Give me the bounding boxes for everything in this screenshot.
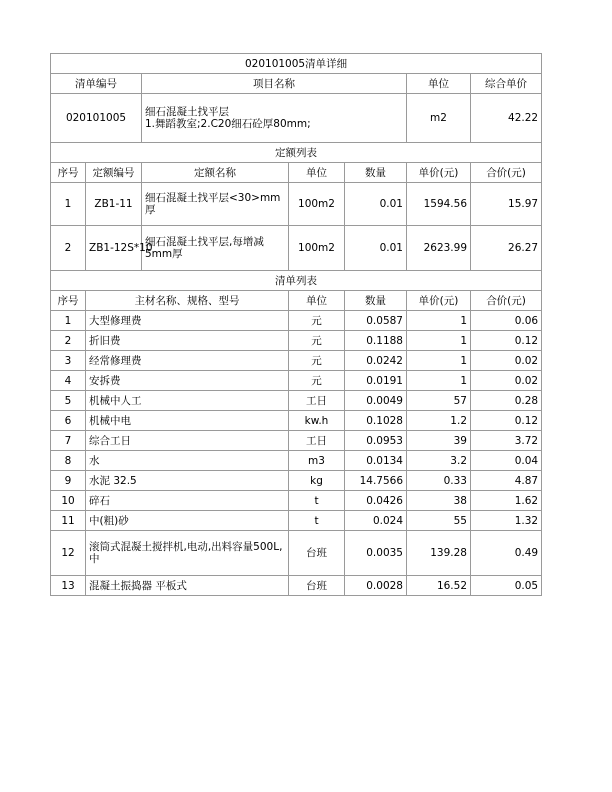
material-qty: 0.1028 bbox=[345, 411, 407, 431]
material-name: 安拆费 bbox=[86, 371, 289, 391]
material-unit-price: 0.33 bbox=[407, 471, 471, 491]
material-seq: 7 bbox=[51, 431, 86, 451]
material-row bbox=[51, 411, 542, 431]
material-seq: 4 bbox=[51, 371, 86, 391]
quota-total: 15.97 bbox=[471, 183, 542, 226]
material-unit: 台班 bbox=[289, 576, 345, 596]
material-row bbox=[51, 331, 542, 351]
material-unit: kw.h bbox=[289, 411, 345, 431]
material-list bbox=[51, 311, 542, 596]
quota-name-header: 定额名称 bbox=[142, 163, 289, 183]
material-qty: 0.1188 bbox=[345, 331, 407, 351]
quota-header-row bbox=[51, 163, 542, 183]
material-qty: 14.7566 bbox=[345, 471, 407, 491]
title-row bbox=[51, 54, 542, 74]
material-row bbox=[51, 471, 542, 491]
quota-row bbox=[51, 183, 542, 226]
material-qty-header: 数量 bbox=[345, 291, 407, 311]
material-total: 0.49 bbox=[471, 531, 542, 576]
bill-item-row bbox=[51, 94, 542, 143]
bill-name bbox=[142, 94, 407, 143]
material-row bbox=[51, 451, 542, 471]
bill-price: 42.22 bbox=[471, 94, 542, 143]
material-total: 0.06 bbox=[471, 311, 542, 331]
bill-unit-header: 单位 bbox=[407, 74, 471, 94]
material-qty: 0.0587 bbox=[345, 311, 407, 331]
material-seq: 3 bbox=[51, 351, 86, 371]
material-unit: 元 bbox=[289, 371, 345, 391]
material-unit-header: 单位 bbox=[289, 291, 345, 311]
quota-qty: 0.01 bbox=[345, 226, 407, 271]
quota-unit: 100m2 bbox=[289, 226, 345, 271]
bill-price-header: 综合单价 bbox=[471, 74, 542, 94]
quota-code: ZB1-11 bbox=[86, 183, 142, 226]
material-total: 0.05 bbox=[471, 576, 542, 596]
material-name: 折旧费 bbox=[86, 331, 289, 351]
material-seq: 10 bbox=[51, 491, 86, 511]
bill-header-row bbox=[51, 74, 542, 94]
quota-total-header: 合价(元) bbox=[471, 163, 542, 183]
material-qty: 0.0953 bbox=[345, 431, 407, 451]
quota-row bbox=[51, 226, 542, 271]
material-row bbox=[51, 391, 542, 411]
material-total: 3.72 bbox=[471, 431, 542, 451]
material-total: 1.62 bbox=[471, 491, 542, 511]
material-name: 大型修理费 bbox=[86, 311, 289, 331]
material-seq: 12 bbox=[51, 531, 86, 576]
material-qty: 0.0035 bbox=[345, 531, 407, 576]
material-unit-price-header: 单价(元) bbox=[407, 291, 471, 311]
material-unit: kg bbox=[289, 471, 345, 491]
material-name: 水泥 32.5 bbox=[86, 471, 289, 491]
quota-name: 细石混凝土找平层,每增减5mm厚 bbox=[142, 226, 289, 271]
material-unit: 元 bbox=[289, 331, 345, 351]
material-seq: 11 bbox=[51, 511, 86, 531]
material-row bbox=[51, 371, 542, 391]
material-name: 碎石 bbox=[86, 491, 289, 511]
material-row bbox=[51, 491, 542, 511]
material-unit-price: 1 bbox=[407, 331, 471, 351]
material-name-header: 主材名称、规格、型号 bbox=[86, 291, 289, 311]
material-qty: 0.0134 bbox=[345, 451, 407, 471]
quota-seq: 1 bbox=[51, 183, 86, 226]
material-unit: 元 bbox=[289, 351, 345, 371]
table-title: 020101005清单详细 bbox=[51, 54, 542, 74]
quota-section-title: 定额列表 bbox=[51, 143, 542, 163]
material-seq: 9 bbox=[51, 471, 86, 491]
material-unit: 台班 bbox=[289, 531, 345, 576]
quota-name: 细石混凝土找平层<30>mm厚 bbox=[142, 183, 289, 226]
material-row bbox=[51, 531, 542, 576]
material-unit-price: 57 bbox=[407, 391, 471, 411]
quota-code: ZB1-12S*10 bbox=[86, 226, 142, 271]
material-unit-price: 1 bbox=[407, 371, 471, 391]
material-name: 混凝土振捣器 平板式 bbox=[86, 576, 289, 596]
material-seq: 6 bbox=[51, 411, 86, 431]
material-row bbox=[51, 576, 542, 596]
material-total: 4.87 bbox=[471, 471, 542, 491]
material-unit-price: 16.52 bbox=[407, 576, 471, 596]
material-seq: 5 bbox=[51, 391, 86, 411]
material-unit-price: 3.2 bbox=[407, 451, 471, 471]
quota-unit-price: 1594.56 bbox=[407, 183, 471, 226]
material-unit-price: 38 bbox=[407, 491, 471, 511]
material-row bbox=[51, 351, 542, 371]
material-name: 机械中电 bbox=[86, 411, 289, 431]
quota-qty-header: 数量 bbox=[345, 163, 407, 183]
bill-name-header: 项目名称 bbox=[142, 74, 407, 94]
quota-unit-price-header: 单价(元) bbox=[407, 163, 471, 183]
material-name: 综合工日 bbox=[86, 431, 289, 451]
quota-unit-price: 2623.99 bbox=[407, 226, 471, 271]
material-unit-price: 1 bbox=[407, 311, 471, 331]
material-name: 机械中人工 bbox=[86, 391, 289, 411]
material-total: 0.04 bbox=[471, 451, 542, 471]
quota-seq-header: 序号 bbox=[51, 163, 86, 183]
material-seq-header: 序号 bbox=[51, 291, 86, 311]
material-section-title: 清单列表 bbox=[51, 271, 542, 291]
material-unit: t bbox=[289, 511, 345, 531]
material-total-header: 合价(元) bbox=[471, 291, 542, 311]
material-total: 0.12 bbox=[471, 411, 542, 431]
quota-seq: 2 bbox=[51, 226, 86, 271]
material-unit-price: 55 bbox=[407, 511, 471, 531]
material-name: 滚筒式混凝土搅拌机,电动,出料容量500L,中 bbox=[86, 531, 289, 576]
quota-code-header: 定额编号 bbox=[86, 163, 142, 183]
material-name: 水 bbox=[86, 451, 289, 471]
material-header-row bbox=[51, 291, 542, 311]
quota-section-row bbox=[51, 143, 542, 163]
material-seq: 13 bbox=[51, 576, 86, 596]
material-qty: 0.0426 bbox=[345, 491, 407, 511]
material-total: 1.32 bbox=[471, 511, 542, 531]
material-unit-price: 39 bbox=[407, 431, 471, 451]
material-row bbox=[51, 511, 542, 531]
material-section-row bbox=[51, 271, 542, 291]
material-qty: 0.0191 bbox=[345, 371, 407, 391]
material-unit-price: 139.28 bbox=[407, 531, 471, 576]
material-total: 0.02 bbox=[471, 371, 542, 391]
material-unit-price: 1 bbox=[407, 351, 471, 371]
material-unit: 工日 bbox=[289, 391, 345, 411]
material-total: 0.02 bbox=[471, 351, 542, 371]
material-qty: 0.0242 bbox=[345, 351, 407, 371]
bill-detail-table bbox=[50, 53, 542, 596]
material-name: 中(粗)砂 bbox=[86, 511, 289, 531]
material-total: 0.28 bbox=[471, 391, 542, 411]
material-seq: 1 bbox=[51, 311, 86, 331]
material-qty: 0.024 bbox=[345, 511, 407, 531]
bill-unit: m2 bbox=[407, 94, 471, 143]
material-seq: 8 bbox=[51, 451, 86, 471]
quota-total: 26.27 bbox=[471, 226, 542, 271]
material-row bbox=[51, 431, 542, 451]
material-unit: 工日 bbox=[289, 431, 345, 451]
bill-code-header: 清单编号 bbox=[51, 74, 142, 94]
quota-qty: 0.01 bbox=[345, 183, 407, 226]
material-unit-price: 1.2 bbox=[407, 411, 471, 431]
material-seq: 2 bbox=[51, 331, 86, 351]
material-unit: t bbox=[289, 491, 345, 511]
bill-code: 020101005 bbox=[51, 94, 142, 143]
quota-unit: 100m2 bbox=[289, 183, 345, 226]
material-unit: 元 bbox=[289, 311, 345, 331]
material-name: 经常修理费 bbox=[86, 351, 289, 371]
material-unit: m3 bbox=[289, 451, 345, 471]
bill-name-line1: 细石混凝土找平层 bbox=[145, 106, 229, 118]
bill-name-line2: 1.舞蹈教室;2.C20细石砼厚80mm; bbox=[145, 118, 311, 130]
material-qty: 0.0049 bbox=[345, 391, 407, 411]
material-total: 0.12 bbox=[471, 331, 542, 351]
material-qty: 0.0028 bbox=[345, 576, 407, 596]
quota-unit-header: 单位 bbox=[289, 163, 345, 183]
material-row bbox=[51, 311, 542, 331]
